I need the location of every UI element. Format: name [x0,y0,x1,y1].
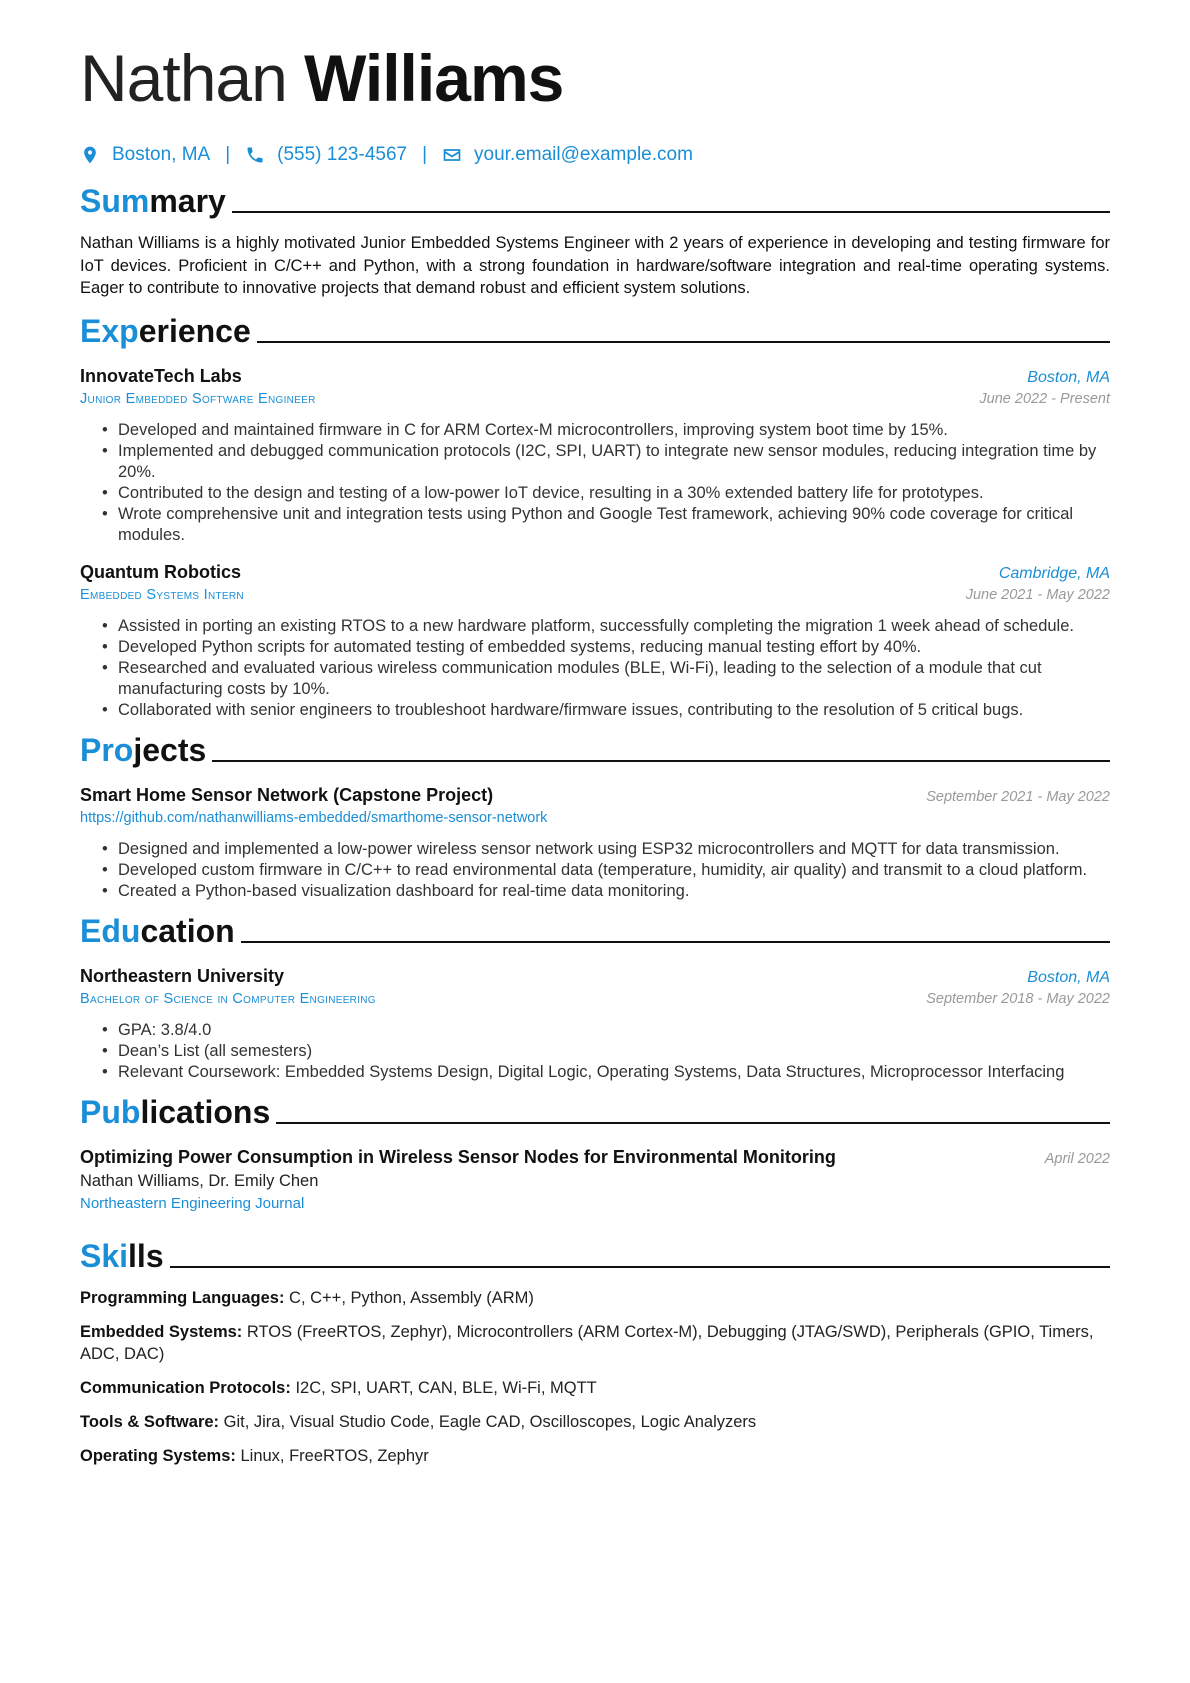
list-item: • Designed and implemented a low-power wireless sensor network using ESP32 microcontrollers and MQTT for data transmission. [118,839,1110,860]
list-item: • GPA: 3.8/4.0 [118,1020,1110,1041]
list-item: • Collaborated with senior engineers to troubleshoot hardware/firmware issues, contributing to the resolution of 5 critical bugs. [118,700,1110,721]
job-role: Junior Embedded Software Engineer [80,390,316,407]
phone-icon [245,145,265,165]
entry-dates: September 2021 - May 2022 [926,788,1110,805]
section-experience-heading [80,312,1110,350]
title-rest: lications [140,1093,271,1130]
list-item: • Implemented and debugged communication protocols (I2C, SPI, UART) to integrate new sensor modules, reducing integration time by 20%. [118,441,1110,483]
resume-name [80,40,1110,116]
entry-dates: September 2018 - May 2022 [926,990,1110,1007]
title-rest: cation [140,912,235,949]
list-item: • Researched and evaluated various wireless communication modules (BLE, Wi-Fi), leading to the selection of a module that cut manufacturing costs by 10%. [118,658,1110,700]
entry-dates: June 2021 - May 2022 [965,586,1110,603]
section-title [80,1093,270,1131]
experience-entry [80,560,1110,721]
contact-phone[interactable] [245,144,407,166]
degree: Bachelor of Science in Computer Engineering [80,990,376,1007]
list-item: • Dean’s List (all semesters) [118,1041,1110,1062]
title-rest: jects [133,731,207,768]
bullet-list [80,420,1110,546]
list-item: • Developed and maintained firmware in C for ARM Cortex-M microcontrollers, improving system boot time by 15%. [118,420,1110,441]
email-text: your.email@example.com [474,144,693,165]
section-title [80,182,226,220]
section-rule [276,1122,1110,1124]
skill-label: Tools & Software: [80,1412,220,1431]
section-rule [241,941,1110,943]
list-item: • Relevant Coursework: Embedded Systems Design, Digital Logic, Operating Systems, Data Structures, Microprocessor Interfacing [118,1062,1110,1083]
title-accent: Exp [80,312,139,349]
entry-dates: April 2022 [1044,1150,1110,1167]
section-rule [232,211,1110,213]
section-rule [170,1266,1110,1268]
entry-dates: June 2022 - Present [979,390,1110,407]
first-name: Nathan [80,41,287,115]
education-entry [80,964,1110,1083]
skill-label: Embedded Systems: [80,1322,243,1341]
entry-location: Boston, MA [1027,368,1110,386]
job-role: Embedded Systems Intern [80,586,244,603]
title-rest: mary [149,183,226,219]
skill-row [80,1411,1110,1433]
bullet-list [80,839,1110,902]
bullet-list [80,616,1110,721]
map-marker-icon [80,145,100,165]
publication-authors: Nathan Williams, Dr. Emily Chen [80,1171,319,1190]
section-rule [257,341,1110,343]
skill-row [80,1377,1110,1399]
skill-row [80,1287,1110,1309]
contact-bar [80,142,1110,168]
section-rule [212,760,1110,762]
bullet-list [80,1020,1110,1083]
section-summary-heading [80,182,1110,220]
contact-separator: | [225,144,231,165]
title-rest: lls [128,1237,164,1274]
section-title [80,731,206,769]
location-text: Boston, MA [112,144,211,165]
section-publications-heading [80,1093,1110,1131]
entry-location: Cambridge, MA [998,564,1110,582]
project-entry [80,783,1110,902]
skill-value: RTOS (FreeRTOS, Zephyr), Microcontrollers (ARM Cortex-M), Debugging (JTAG/SWD), Peripherals (GPIO, Timers, ADC, DAC) [80,1322,1094,1363]
skill-row [80,1321,1110,1365]
project-link[interactable]: https://github.com/nathanwilliams-embedded/smarthome-sensor-network [80,809,548,826]
skills-list [80,1287,1110,1467]
entry-location: Boston, MA [1027,968,1110,986]
contact-location [80,144,210,166]
summary-text: Nathan Williams is a highly motivated Junior Embedded Systems Engineer with 2 years of experience in developing and testing firmware for IoT devices. Proficient in C/C++ and Python, with a strong foundation in hardware/software integration and real-time operating systems. Eager to contribute to innovative projects that demand robust and efficient system solutions. [80,234,1110,297]
list-item: • Developed Python scripts for automated testing of embedded systems, reducing manual testing effort by 40%. [118,637,1110,658]
skill-label: Communication Protocols: [80,1378,291,1397]
list-item: • Assisted in porting an existing RTOS to a new hardware platform, successfully completing the migration 1 week ahead of schedule. [118,616,1110,637]
publication-title: Optimizing Power Consumption in Wireless Sensor Nodes for Environmental Monitoring [80,1146,836,1167]
skill-row [80,1445,1110,1467]
section-skills-heading [80,1237,1110,1275]
contact-separator: | [422,144,428,165]
title-rest: erience [138,312,251,349]
envelope-icon [442,145,462,165]
section-education-heading [80,912,1110,950]
skill-value: C, C++, Python, Assembly (ARM) [289,1288,534,1307]
publication-entry [80,1145,1110,1215]
company-name: InnovateTech Labs [80,365,242,386]
school-name: Northeastern University [80,965,285,986]
publication-journal: Northeastern Engineering Journal [80,1194,305,1212]
last-name: Williams [304,41,564,115]
project-title: Smart Home Sensor Network (Capstone Project) [80,784,494,805]
section-title [80,912,235,950]
title-accent: Pub [80,1093,141,1130]
title-accent: Sum [80,183,150,219]
title-accent: Ski [80,1237,129,1274]
skill-label: Operating Systems: [80,1446,236,1465]
list-item: • Wrote comprehensive unit and integration tests using Python and Google Test framework, achieving 90% code coverage for critical modules. [118,504,1110,546]
section-title [80,1237,164,1275]
skill-value: Git, Jira, Visual Studio Code, Eagle CAD, Oscilloscopes, Logic Analyzers [223,1412,757,1431]
skill-label: Programming Languages: [80,1288,285,1307]
list-item: • Contributed to the design and testing of a low-power IoT device, resulting in a 30% extended battery life for prototypes. [118,483,1110,504]
title-accent: Pro [80,731,134,768]
company-name: Quantum Robotics [80,561,241,582]
section-projects-heading [80,731,1110,769]
section-title [80,312,251,350]
contact-email[interactable] [442,144,693,166]
phone-text: (555) 123-4567 [277,144,408,165]
skill-value: Linux, FreeRTOS, Zephyr [240,1446,429,1465]
list-item: • Created a Python-based visualization dashboard for real-time data monitoring. [118,881,1110,902]
skill-value: I2C, SPI, UART, CAN, BLE, Wi-Fi, MQTT [295,1378,597,1397]
title-accent: Edu [80,912,141,949]
list-item: • Developed custom firmware in C/C++ to read environmental data (temperature, humidity, air quality) and transmit to a cloud platform. [118,860,1110,881]
experience-entry [80,364,1110,546]
